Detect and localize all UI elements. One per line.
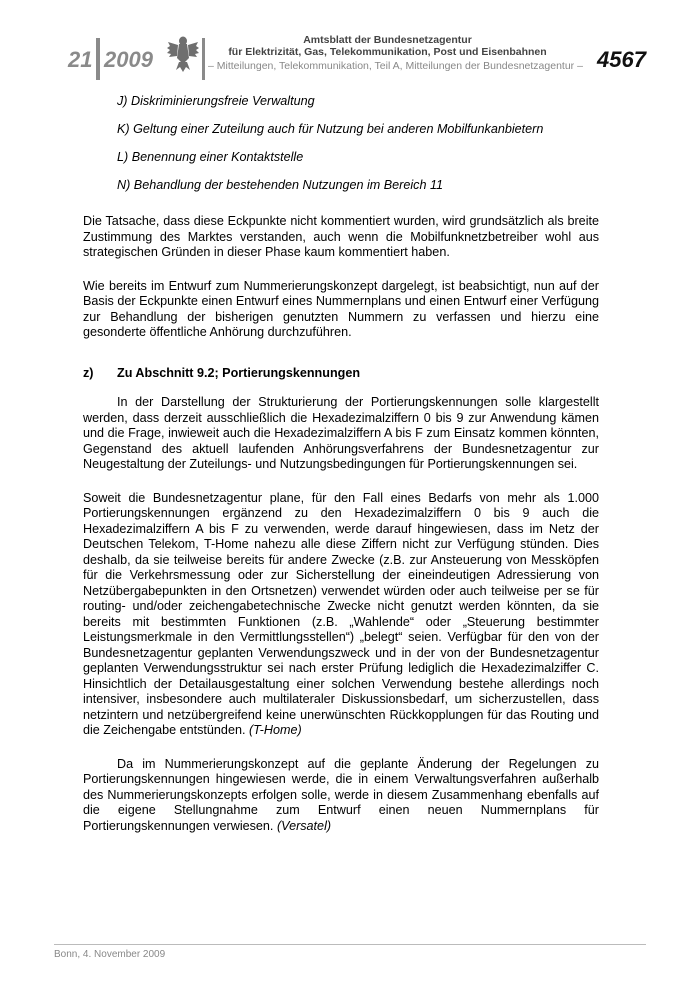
page-number: 4567 bbox=[597, 47, 646, 72]
federal-eagle-icon bbox=[166, 34, 200, 74]
gazette-subtitle: – Mitteilungen, Telekommunikation, Teil A, Mitteilungen der Bundesnetzagentur – bbox=[208, 60, 583, 72]
issue-year: 2009 bbox=[104, 47, 153, 72]
paragraph-t-home bbox=[83, 491, 599, 739]
footer-date: Bonn, 4. November 2009 bbox=[54, 949, 166, 960]
section-letter: z) bbox=[83, 365, 94, 380]
list-item-n: N) Behandlung der bestehenden Nutzungen im Bereich 11 bbox=[117, 178, 444, 192]
section-title: Zu Abschnitt 9.2; Portierungskennungen bbox=[117, 365, 361, 380]
section-heading bbox=[83, 366, 599, 382]
paragraph-versatel bbox=[83, 757, 599, 835]
source-versatel: (Versatel) bbox=[276, 818, 332, 833]
header-divider-2 bbox=[202, 38, 205, 80]
paragraph-structure: In der Darstellung der Strukturierung der Portierungskennungen solle klargestellt werden, dass derzeit ausschließlich die Hexadezimalziffern 0 bis 9 zur Anwendung kämen und die Frage, inwieweit auch die Hexadezimalziffern A bis F zum Einsatz kommen könnten, Gegenstand des aktuell laufenden Anhörungsverfahrens der Bundesnetzagentur zur Neugestaltung der Zuteilungs- und Nutzungsbedingungen für Portierungskennungen sei. bbox=[83, 395, 599, 471]
paragraph-plan: Wie bereits im Entwurf zum Nummerierungskonzept dargelegt, ist beabsichtigt, nun auf der Basis der Eckpunkte einen Entwurf eines Nummernplans und einen Entwurf einer Verfügung zur Behandlung der bisherigen genutzten Nummern zu verfassen und hierzu eine gesonderte öffentliche Anhörung durchzuführen. bbox=[83, 278, 599, 339]
list-item-k: K) Geltung einer Zuteilung auch für Nutzung bei anderen Mobilfunkanbietern bbox=[117, 122, 544, 136]
paragraph-consent: Die Tatsache, dass diese Eckpunkte nicht kommentiert wurden, wird grundsätzlich als breite Zustimmung des Marktes verstanden, auch wenn die Mobilfunknetzbetreiber wohl aus strategischen Gründen in dieser Phase kaum kommentiert haben. bbox=[83, 214, 599, 259]
gazette-title-line-2: für Elektrizität, Gas, Telekommunikation, Post und Eisenbahnen bbox=[228, 46, 547, 58]
list-item-l: L) Benennung einer Kontaktstelle bbox=[117, 150, 304, 164]
header-divider bbox=[96, 38, 100, 80]
document-body bbox=[83, 92, 599, 834]
paragraph-versatel-text: Da im Nummerierungskonzept auf die geplante Änderung der Regelungen zu Portierungskennungen hingewiesen werde, die in einem Verwaltungsverfahren außerhalb des Nummerierungskonzepts erfolgen solle, werde in diesem Zusammenhang ebenfalls auf die eigene Stellungnahme zum Entwurf einen neuen Nummernplans für Portierungskennungen verwiesen. bbox=[83, 756, 599, 833]
source-t-home: (T-Home) bbox=[248, 723, 302, 737]
issue-number: 21 bbox=[68, 47, 93, 72]
list-item-j: J) Diskriminierungsfreie Verwaltung bbox=[117, 94, 315, 108]
gazette-title-line-1: Amtsblatt der Bundesnetzagentur bbox=[303, 34, 472, 46]
paragraph-t-home-text: Soweit die Bundesnetzagentur plane, für den Fall eines Bedarfs von mehr als 1.000 Portierungskennungen ergänzend zu den Hexadezimalziffern 0 bis 9 auch die Hexadezimalziffern A bis F zu verwenden, werde darauf hingewiesen, dass im Netz der Deutschen Telekom, T-Home nahezu alle diese Ziffern nicht zur Verfügung stünden. Dies deshalb, da sie teilweise bereits für andere Zwecke (z.B. zur Ansteuerung von Messköpfen für die Verkehrsmessung oder zur Sicherstellung der eineindeutigen Adressierung von Netzübergabepunkten in den Ortsnetzen) verwendet würden oder auch teilweise per se für routing- und/oder zeichengabetechnische Zwecke nicht genutzt werden könnten, da sie bereits mit bestimmten Funktionen (z.B. „Wahlende“ oder „Steuerung bestimmter Leistungsmerkmale in den Vermittlungsstellen“) „belegt“ seien. Verfügbar für den von der Bundesnetzagentur geplanten Verwendungszweck und in der von der Bundesnetzagentur geplanten Verwendungsstruktur sei nach erster Prüfung lediglich die Hexadezimalziffer C. Hinsichtlich der Detailausgestaltung einer solchen Verwendung bestehe allerdings noch intensiver, insbesondere auch multilateraler Diskussionsbedarf, um sicherzustellen, dass netzintern und netzübergreifend keine unerwünschten Rückkopplungen für das Routing und die Zeichengabe entstünden. bbox=[83, 490, 599, 737]
footer-divider bbox=[54, 944, 646, 945]
gazette-title bbox=[210, 34, 565, 58]
